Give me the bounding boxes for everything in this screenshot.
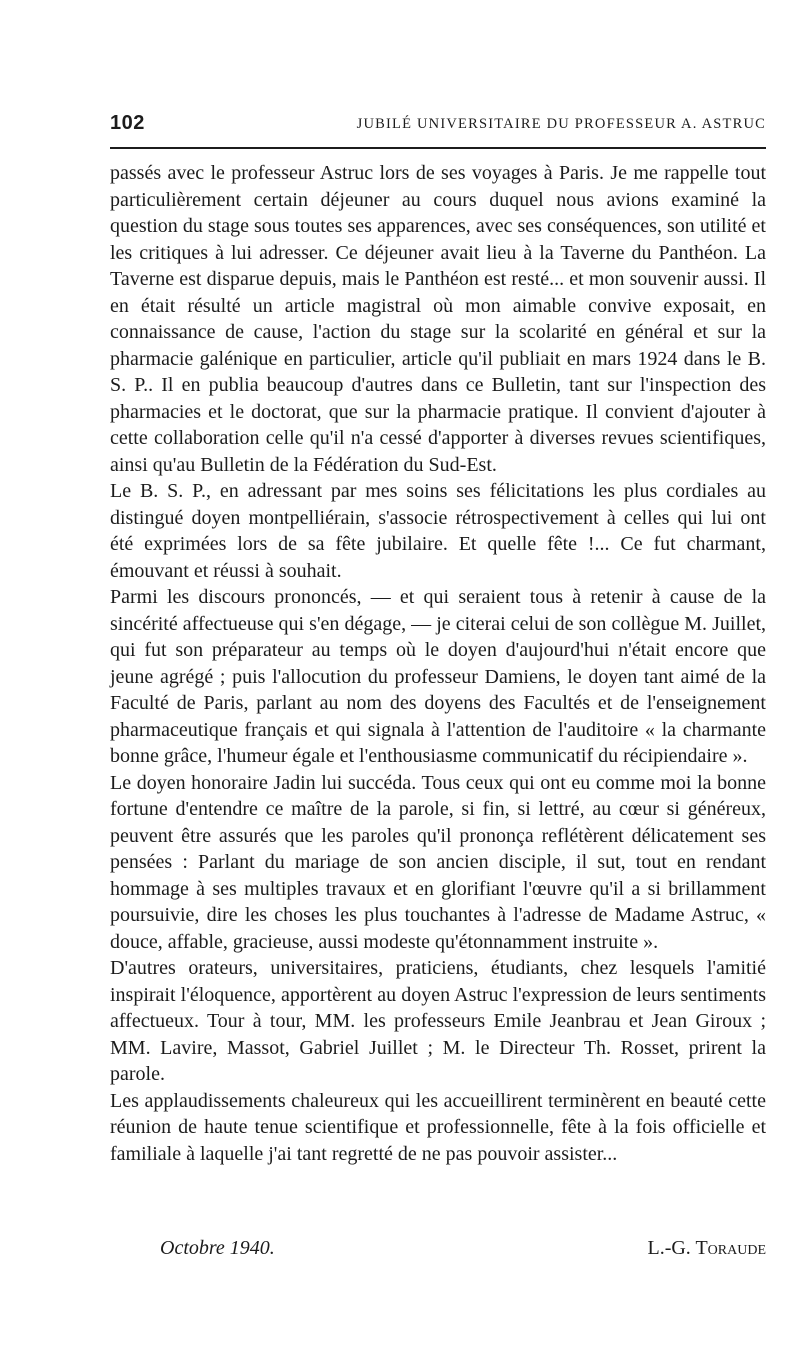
- signature-author: L.-G. Toraude: [647, 1237, 766, 1259]
- signature-row: [110, 1237, 766, 1265]
- paragraph-6: Les applaudissements chaleureux qui les accueillirent terminèrent en beauté cette réunion de haute tenue scientifique et professionnelle, fête à la fois officielle et familiale à laquelle j'ai tant regretté de ne pas pouvoir assister...: [110, 1089, 766, 1165]
- paragraph-5: D'autres orateurs, universitaires, praticiens, étudiants, chez lesquels l'amitié inspirait l'éloquence, apportèrent au doyen Astruc l'expression de leurs sentiments affectueux. Tour à tour, MM. les professeurs Emile Jeanbrau et Jean Giroux ; MM. Lavire, Massot, Gabriel Juillet ; M. le Directeur Th. Rosset, prirent la parole.: [110, 957, 766, 1085]
- header-rule: [110, 147, 766, 149]
- signature-date: Octobre 1940.: [160, 1237, 275, 1259]
- article-body: [110, 160, 766, 1167]
- paragraph-3: Parmi les discours prononcés, — et qui seraient tous à retenir à cause de la sincérité affectueuse qui s'en dégage, — je citerai celui de son collègue M. Juillet, qui fut son préparateur au temps où le doyen d'aujourd'hui n'était encore que jeune agrégé ; puis l'allocution du professeur Damiens, le doyen tant aimé de la Faculté de Paris, parlant au nom des doyens des Facultés et de l'enseignement pharmaceutique français et qui signala à l'attention de l'auditoire « la charmante bonne grâce, l'humeur égale et l'enthousiasme communicatif du récipiendaire ».: [110, 586, 766, 767]
- page-header: [110, 110, 766, 142]
- paragraph-2: Le B. S. P., en adressant par mes soins ses félicitations les plus cordiales au distingué doyen montpelliérain, s'associe rétrospectivement à celles qui lui ont été exprimées lors de sa fête jubilaire. Et quelle fête !... Ce fut charmant, émouvant et réussi à souhait.: [110, 480, 766, 582]
- paragraph-1: passés avec le professeur Astruc lors de ses voyages à Paris. Je me rappelle tout particulièrement certain déjeuner au cours duquel nous avions examiné la question du stage sous toutes ses apparences, avec ses conséquences, son utilité et les critiques à lui adresser. Ce déjeuner avait lieu à la Taverne du Panthéon. La Taverne est disparue depuis, mais le Panthéon est resté... et mon souvenir aussi. Il en était résulté un article magistral où mon aimable convive exposait, en connaissance de cause, l'action du stage sur la scolarité en général et sur la pharmacie galénique en particulier, article qu'il publiait en mars 1924 dans le B. S. P.. Il en publia beaucoup d'autres dans ce Bulletin, tant sur l'inspection des pharmacies et le doctorat, que sur la pharmacie pratique. Il convient d'ajouter à cette collaboration celle qu'il n'a cessé d'apporter à diverses revues scientifiques, ainsi qu'au Bulletin de la Fédération du Sud-Est.: [110, 162, 766, 476]
- running-title: JUBILÉ UNIVERSITAIRE DU PROFESSEUR A. ASTRUC: [356, 116, 766, 132]
- page-number: 102: [110, 112, 145, 134]
- paragraph-4: Le doyen honoraire Jadin lui succéda. Tous ceux qui ont eu comme moi la bonne fortune d'entendre ce maître de la parole, si fin, si lettré, au cœur si généreux, peuvent être assurés que les paroles qu'il prononça reflétèrent délicatement ses pensées : Parlant du mariage de son ancien disciple, il sut, tout en rendant hommage à ses multiples travaux et en glorifiant l'œuvre qu'il a si brillamment poursuivie, dire les choses les plus touchantes à l'adresse de Madame Astruc, « douce, affable, gracieuse, aussi modeste qu'étonnamment instruite ».: [110, 771, 766, 953]
